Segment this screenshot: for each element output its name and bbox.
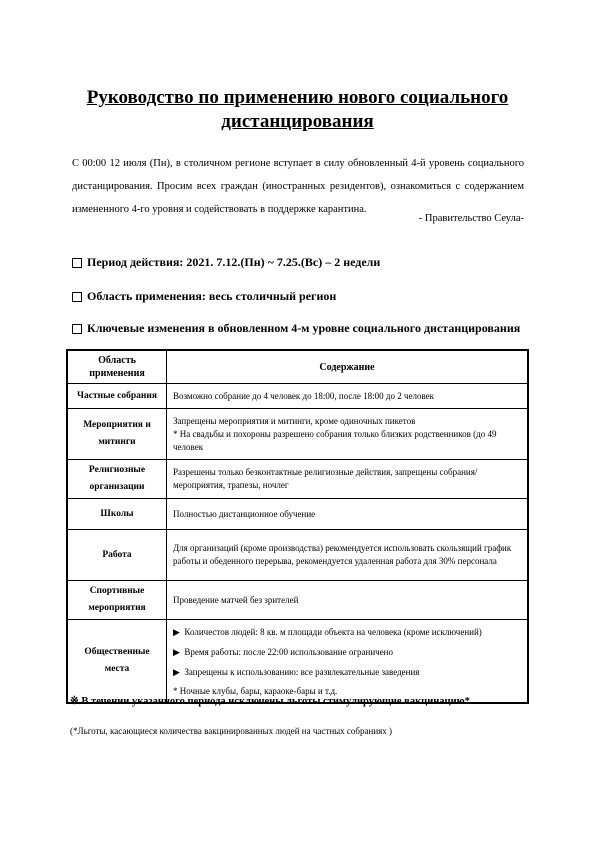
table-row: [67, 384, 528, 409]
content-line: Запрещены мероприятия и митинги, кроме одиночных пикетов: [173, 415, 416, 426]
bullet-text: Количестов людей: 8 кв. м площади объекта на человека (кроме исключений): [184, 627, 482, 637]
rules-table: [66, 349, 529, 704]
bullet-item: [173, 642, 521, 662]
row-content: Проведение матчей без зрителей: [167, 581, 529, 620]
table-row: [67, 530, 528, 581]
triangle-bullet-icon: ▶: [173, 627, 180, 637]
table-row: [67, 620, 528, 704]
row-content: Полностью дистанционное обучение: [167, 499, 529, 530]
row-content: [167, 620, 529, 704]
signature: - Правительство Сеула-: [418, 213, 524, 224]
page-title: Руководство по применению нового социального дистанцирования: [86, 87, 509, 132]
row-category: Мероприятия и митинги: [67, 409, 167, 460]
content-note: * На свадьбы и похороны разрешено собрания только близких родственников (до 49 человек: [173, 428, 497, 452]
checkbox-icon: [72, 324, 82, 334]
row-category: Работа: [67, 530, 167, 581]
header-content: Содержание: [167, 350, 529, 384]
row-category: Общественные места: [67, 620, 167, 704]
table-row: [67, 581, 528, 620]
content-note: * Ночные клубы, бары, караоке-бары и т.д.: [173, 686, 338, 696]
row-category: Религиозные организации: [67, 460, 167, 499]
footnote-vaccination: ※ В течении указанного периода исключены льготы стимулирующие вакцинацию*: [70, 696, 470, 707]
section-period: [72, 255, 380, 270]
table-row: [67, 409, 528, 460]
section-period-text: Период действия: 2021. 7.12.(Пн) ~ 7.25.(Вс) – 2 недели: [87, 255, 381, 269]
row-category: Школы: [67, 499, 167, 530]
checkbox-icon: [72, 292, 82, 302]
bullet-item: [173, 622, 521, 642]
bullet-text: Время работы: после 22:00 использование ограничено: [184, 647, 393, 657]
triangle-bullet-icon: ▶: [173, 667, 180, 677]
table-row: [67, 460, 528, 499]
row-category: Частные собрания: [67, 384, 167, 409]
triangle-bullet-icon: ▶: [173, 647, 180, 657]
section-changes: [72, 321, 520, 336]
checkbox-icon: [72, 258, 82, 268]
header-category: Область применения: [67, 350, 167, 384]
row-content: [167, 409, 529, 460]
bullet-text: Запрещены к использованию: все развлекательные заведения: [184, 667, 420, 677]
bullet-item: [173, 662, 521, 682]
section-area-text: Область применения: весь столичный регион: [87, 289, 337, 303]
section-area: [72, 289, 336, 304]
row-content: Возможно собрание до 4 человек до 18:00, после 18:00 до 2 человек: [167, 384, 529, 409]
section-changes-text: Ключевые изменения в обновленном 4-м уровне социального дистанцирования: [87, 321, 521, 335]
row-content: Разрешены только безконтактные религиозные действия, запрещены собрания/мероприятия, трапезы, ночлег: [167, 460, 529, 499]
row-content: Для организаций (кроме производства) рекомендуется использовать скользящий график работы и обеденного перерыва, рекомендуется удаленная работа для 30% персонала: [167, 530, 529, 581]
footnote-explanation: (*Льготы, касающиеся количества вакцинированных людей на частных собраниях ): [70, 726, 393, 736]
table-row: [67, 499, 528, 530]
intro-paragraph: С 00:00 12 июля (Пн), в столичном регионе вступает в силу обновленный 4-й уровень социального дистанцирования. Просим всех граждан (иностранных резидентов), ознакомиться с содержанием измененного 4-го уровня и содействовать в поддержке карантина.: [72, 158, 524, 215]
row-category: Спортивные мероприятия: [67, 581, 167, 620]
table-header-row: [67, 350, 528, 384]
